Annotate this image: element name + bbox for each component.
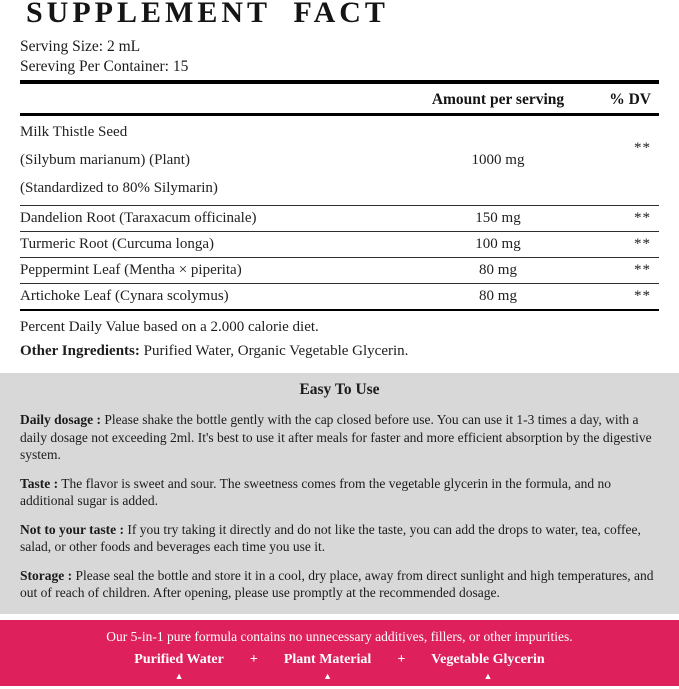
ingredient-dv: ** [634, 262, 651, 278]
footer-item-label: Vegetable Glycerin [431, 651, 545, 667]
paragraph-label: Not to your taste : [20, 521, 124, 537]
plus-separator: + [397, 651, 406, 667]
easy-paragraph-taste [20, 475, 659, 510]
footer-items-row [0, 652, 679, 680]
ingredient-name: Peppermint Leaf (Mentha × piperita) [20, 262, 242, 278]
divider-bottom [20, 309, 659, 311]
footer-item-label: Plant Material [283, 651, 372, 667]
paragraph-text: Please seal the bottle and store it in a cool, dry place, away from direct sunlight and high temperatures, and out of reach of children. After opening, please use promptly at the recommended dosage. [20, 567, 654, 600]
paragraph-text: The flavor is sweet and sour. The sweetness comes from the vegetable glycerin in the formula, and no additional sugar is added. [20, 475, 611, 508]
easy-paragraph-not-to-your-taste [20, 521, 659, 556]
dv-header: % DV [609, 91, 651, 108]
amount-header: Amount per serving [431, 91, 565, 108]
ingredient-dv: ** [634, 210, 651, 226]
ingredient-name: Dandelion Root (Taraxacum officinale) [20, 210, 257, 226]
daily-value-footnote: Percent Daily Value based on a 2.000 calorie diet. [20, 319, 319, 335]
footer-item-vegetable-glycerin [431, 652, 544, 680]
serving-size: Serving Size: 2 mL [20, 38, 141, 55]
ingredient-amount: 80 mg [479, 288, 517, 304]
paragraph-label: Daily dosage : [20, 412, 101, 427]
table-row [20, 116, 659, 206]
triangle-up-icon: ▲ [323, 670, 333, 681]
paragraph-label: Taste : [20, 475, 59, 491]
ingredient-dv: ** [634, 288, 651, 304]
table-row [20, 232, 659, 258]
other-ingredients-label: Other Ingredients: [20, 343, 140, 359]
other-ingredients [20, 342, 659, 361]
footer-tagline: Our 5-in-1 pure formula contains no unnecessary additives, fillers, or other impurities. [106, 628, 573, 644]
table-row [20, 284, 659, 309]
footnotes [20, 318, 659, 361]
triangle-up-icon: ▲ [174, 670, 184, 681]
table-header-row [20, 84, 659, 113]
easy-to-use-title: Easy To Use [299, 381, 380, 398]
ingredient-amount: 150 mg [475, 210, 521, 226]
ingredient-amount: 100 mg [475, 236, 521, 252]
ingredient-amount: 80 mg [479, 262, 517, 278]
ingredient-dv: ** [634, 236, 651, 252]
easy-paragraph-storage [20, 567, 659, 602]
triangle-up-icon: ▲ [483, 670, 493, 681]
footer-bar [0, 620, 679, 686]
paragraph-label: Storage : [20, 567, 73, 583]
easy-paragraph-daily-dosage [20, 411, 659, 464]
table-row [20, 258, 659, 284]
ingredient-name [20, 123, 403, 198]
ingredient-name: Artichoke Leaf (Cynara scolymus) [20, 288, 229, 304]
paragraph-text: If you try taking it directly and do not like the taste, you can add the drops to water, tea, coffee, salad, or other foods and beverages each time you use it. [20, 521, 641, 554]
footer-item-label: Purified Water [134, 651, 224, 667]
ingredient-name: Turmeric Root (Curcuma longa) [20, 236, 214, 252]
table-row [20, 206, 659, 232]
other-ingredients-text: Purified Water, Organic Vegetable Glycerin. [143, 343, 409, 359]
ingredient-name-line: (Silybum marianum) (Plant) [20, 152, 190, 168]
ingredient-amount: 1000 mg [471, 152, 525, 168]
servings-per-container: Sereving Per Container: 15 [20, 57, 189, 75]
plus-separator: + [249, 651, 258, 667]
ingredient-name-line: Milk Thistle Seed [20, 124, 128, 140]
ingredient-dv: ** [634, 140, 651, 156]
page-title: SUPPLEMENT FACT [26, 0, 389, 29]
paragraph-text: Please shake the bottle gently with the cap closed before use. You can use it 1-3 times a day, with a daily dosage not exceeding 2ml. It's best to use it after meals for faster and more efficient absorption by the digestive system. [20, 412, 652, 462]
footer-item-purified-water [134, 652, 224, 680]
footer-item-plant-material [284, 652, 371, 680]
ingredient-name-line: (Standardized to 80% Silymarin) [20, 180, 218, 196]
easy-to-use-section [0, 373, 679, 614]
